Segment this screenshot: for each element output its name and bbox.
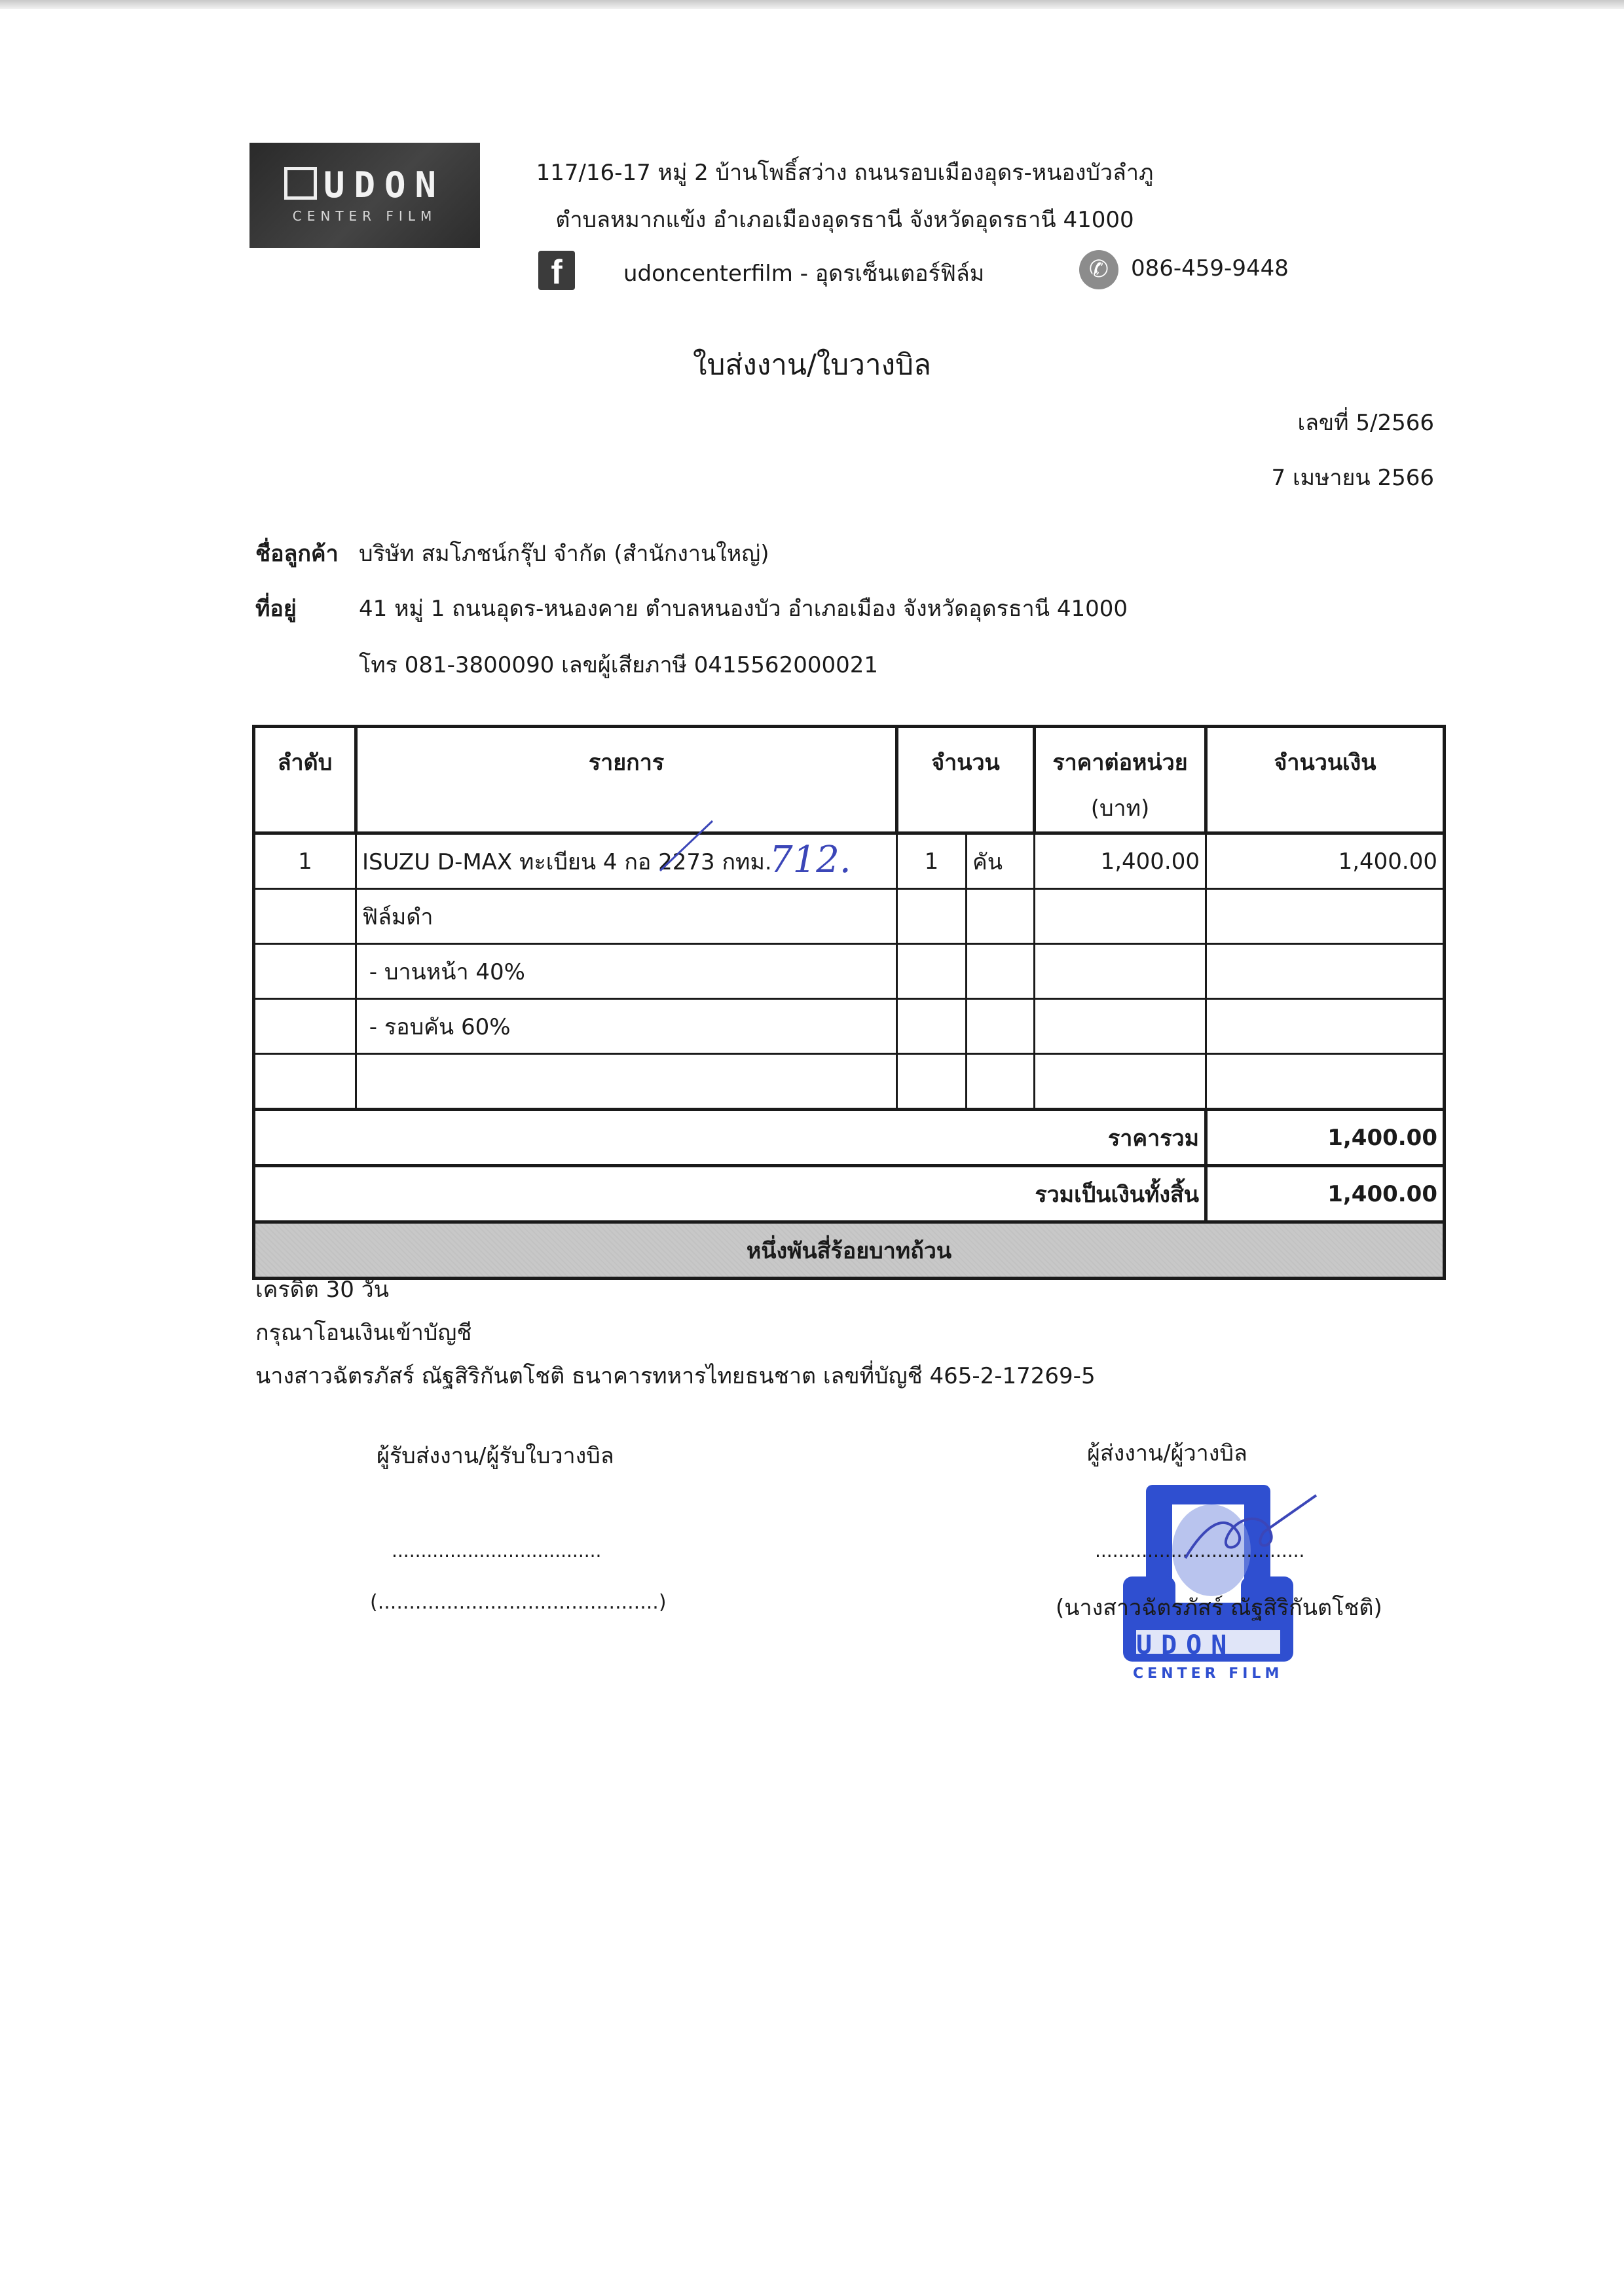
handwritten-strike-mark <box>655 817 720 876</box>
phone-number: 086-459-9448 <box>1131 255 1289 282</box>
customer-address: 41 หมู่ 1 ถนนอุดร-หนองคาย ตำบลหนองบัว อำเภอเมือง จังหวัดอุดรธานี 41000 <box>359 596 1128 622</box>
customer-name-label: ชื่อลูกค้า <box>255 541 339 567</box>
logo-text: UDON <box>323 164 446 206</box>
header-qty: จำนวน <box>897 727 1035 833</box>
subtotal-value: 1,400.00 <box>1206 1110 1445 1166</box>
bank-account: นางสาวฉัตรภัสร์ ณัฐสิริกันตโชติ ธนาคารทหารไทยธนชาต เลขที่บัญชี 465-2-17269-5 <box>255 1363 1096 1389</box>
sender-label: ผู้ส่งงาน/ผู้วางบิล <box>1087 1440 1247 1467</box>
row-no: 1 <box>254 833 356 889</box>
row-item: - รอบคัน 60% <box>356 999 897 1054</box>
customer-contact: โทร 081-3800090 เลขผู้เสียภาษี 0415562000021 <box>359 652 878 678</box>
row-qty: 1 <box>897 833 967 889</box>
scan-edge <box>0 0 1624 9</box>
row-amount: 1,400.00 <box>1206 833 1445 889</box>
sender-name: (นางสาวฉัตรภัสร์ ณัฐสิริกันตโชติ) <box>1056 1595 1382 1621</box>
subtotal-row <box>254 1110 1445 1166</box>
company-address-line1: 117/16-17 หมู่ 2 บ้านโพธิ์สว่าง ถนนรอบเมืองอุดร-หนองบัวลำภู <box>536 160 1154 186</box>
row-unit: คัน <box>967 833 1035 889</box>
company-address-line2: ตำบลหมากแข้ง อำเภอเมืองอุดรธานี จังหวัดอุดรธานี 41000 <box>555 207 1134 233</box>
header-item: รายการ <box>356 727 897 833</box>
receiver-name: (.............................................) <box>370 1591 667 1614</box>
table-row <box>254 944 1445 999</box>
receiver-signature-line: .................................... <box>392 1540 602 1561</box>
receiver-label: ผู้รับส่งงาน/ผู้รับใบวางบิล <box>377 1443 614 1469</box>
row-item: ISUZU D-MAX ทะเบียน 4 กอ 2273 กทม. 712. <box>356 833 897 889</box>
handwritten-signature <box>1166 1486 1323 1571</box>
row-item: - บานหน้า 40% <box>356 944 897 999</box>
table-row <box>254 889 1445 944</box>
amount-in-words-row <box>254 1222 1445 1279</box>
handwritten-note: 712. <box>769 839 851 881</box>
header-unit-price: ราคาต่อหน่วย (บาท) <box>1035 727 1206 833</box>
credit-terms: เครดิต 30 วัน <box>255 1277 389 1303</box>
items-table <box>252 725 1446 1280</box>
row-price: 1,400.00 <box>1035 833 1206 889</box>
stamp-subtext: CENTER FILM <box>1133 1666 1283 1682</box>
table-row <box>254 999 1445 1054</box>
payment-instruction: กรุณาโอนเงินเข้าบัญชี <box>255 1320 472 1346</box>
facebook-page: udoncenterfilm - อุดรเซ็นเตอร์ฟิล์ม <box>623 261 985 287</box>
header-amount: จำนวนเงิน <box>1206 727 1445 833</box>
grand-total-value: 1,400.00 <box>1206 1166 1445 1222</box>
table-header-row <box>254 727 1445 833</box>
phone-icon: ✆ <box>1079 250 1118 289</box>
table-row <box>254 833 1445 889</box>
document-title: ใบส่งงาน/ใบวางบิล <box>692 348 932 382</box>
grand-total-label: รวมเป็นเงินทั้งสิ้น <box>254 1166 1206 1222</box>
document-number: เลขที่ 5/2566 <box>1297 410 1434 436</box>
customer-name: บริษัท สมโภชน์กรุ๊ป จำกัด (สำนักงานใหญ่) <box>359 541 769 567</box>
amount-in-words: หนึ่งพันสี่ร้อยบาทถ้วน <box>254 1222 1445 1279</box>
grand-total-row <box>254 1166 1445 1222</box>
facebook-icon: f <box>538 251 575 290</box>
subtotal-label: ราคารวม <box>254 1110 1206 1166</box>
customer-address-label: ที่อยู่ <box>255 596 297 622</box>
table-row <box>254 1054 1445 1110</box>
document-date: 7 เมษายน 2566 <box>1271 465 1434 491</box>
company-logo <box>249 143 480 248</box>
logo-subtext: CENTER FILM <box>292 208 437 224</box>
stamp-text: UDON <box>1136 1630 1236 1660</box>
row-item: ฟิล์มดำ <box>356 889 897 944</box>
sender-signature-line: .................................... <box>1095 1540 1305 1561</box>
header-no: ลำดับ <box>254 727 356 833</box>
